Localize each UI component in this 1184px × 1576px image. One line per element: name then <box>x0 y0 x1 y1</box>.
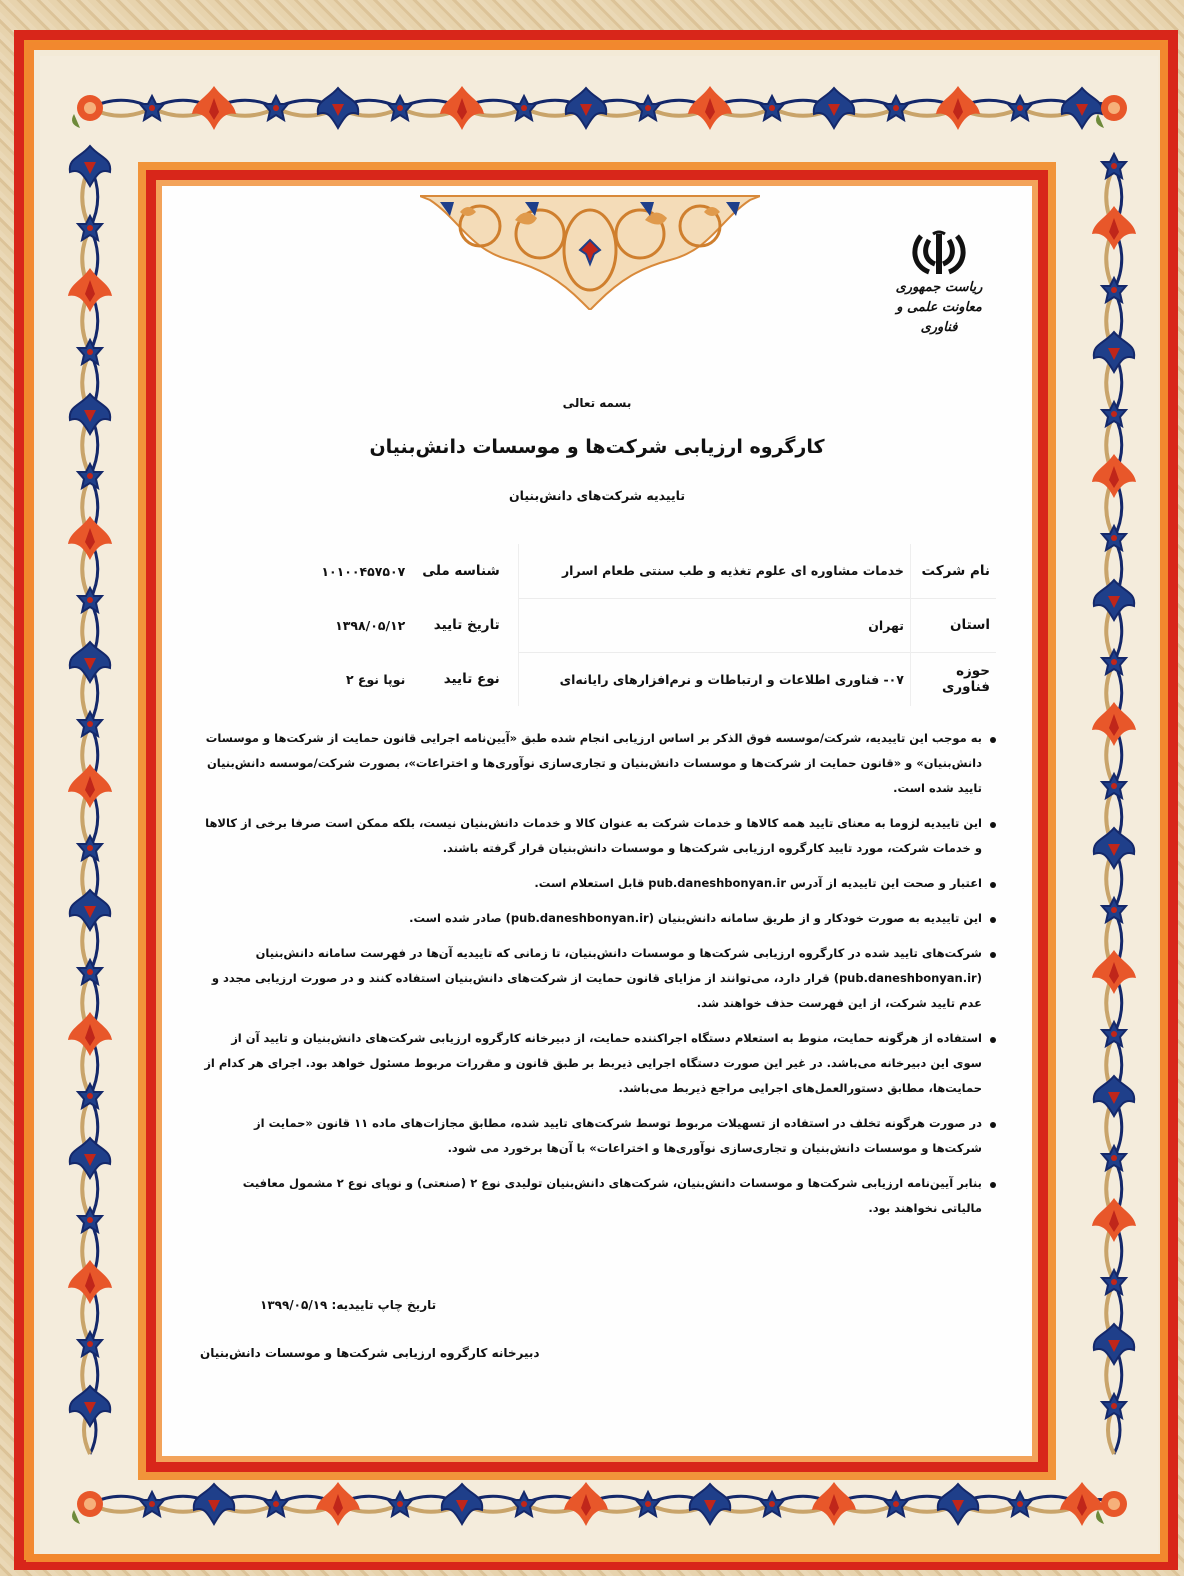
terms-text: استفاده از هرگونه حمایت، منوط به استعلام دستگاه اجراکننده حمایت، از دبیرخانه کارگروه ارزیابی شرکت‌های دانش‌بنیان و تایید آن از سوی این دبیرخانه می‌باشد. در غیر این صورت دستگاه اجرایی ذیربط بر طبق قانون و مقررات مربوط مسئول خواهد بود. اجرای هر کدام از حمایت‌ها، مطابق دستورالعمل‌های اجرایی مراجع ذیربط می‌باشد. <box>204 1031 982 1095</box>
info-row-tech-field <box>281 652 997 706</box>
lotus-ornament-icon <box>78 588 102 612</box>
info-row-company-name <box>281 544 997 598</box>
terms-text: شرکت‌های تایید شده در کارگروه ارزیابی شرکت‌ها و موسسات دانش‌بنیان، تا زمانی که تاییدیه آن‌ها در فهرست سامانه دانش‌بنیان (pub.daneshbonyan.ir) قرار دارد، می‌توانند از مزایای قانون حمایت از شرکت‌های دانش‌بنیان استفاده کنند و در صورت ارزیابی مجدد و عدم تایید شرکت، از این فهرست حذف خواهند شد. <box>211 946 982 1010</box>
lotus-ornament-icon <box>140 96 164 120</box>
lotus-ornament-icon <box>1102 154 1126 178</box>
lotus-ornament-icon <box>78 1084 102 1108</box>
lotus-ornament-icon <box>690 1484 730 1524</box>
lotus-ornament-icon <box>70 642 110 682</box>
bismillah-heading: بسمه تعالی <box>562 396 632 410</box>
lotus-ornament-icon <box>68 1012 112 1056</box>
issuer-emblem-block <box>880 230 998 338</box>
lotus-ornament-icon <box>1094 580 1134 620</box>
bullet-icon <box>990 737 996 743</box>
lotus-ornament-icon <box>68 764 112 808</box>
lotus-ornament-icon <box>636 96 660 120</box>
lotus-ornament-icon <box>70 146 110 186</box>
lotus-ornament-icon <box>318 88 358 128</box>
terms-list-item <box>204 726 996 801</box>
terms-text: در صورت هرگونه تخلف در استفاده از تسهیلات مربوط توسط شرکت‌های تایید شده، مطابق مجازات‌های ماده ۱۱ قانون «حمایت از شرکت‌ها و موسسات دانش‌بنیان و تجاری‌سازی نوآوری‌ها و اختراعات» با آن‌ها برخورد می شود. <box>254 1116 982 1155</box>
lotus-ornament-icon <box>70 1386 110 1426</box>
lotus-ornament-icon <box>194 1484 234 1524</box>
terms-list-item <box>204 1026 996 1101</box>
lotus-ornament-icon <box>192 86 236 130</box>
lotus-ornament-icon <box>1094 1324 1134 1364</box>
lotus-ornament-icon <box>70 394 110 434</box>
lotus-ornament-icon <box>1092 206 1136 250</box>
lotus-ornament-icon <box>440 86 484 130</box>
lotus-ornament-icon <box>388 1492 412 1516</box>
lotus-ornament-icon <box>70 1138 110 1178</box>
lotus-ornament-icon <box>566 88 606 128</box>
bullet-icon <box>990 822 996 828</box>
lotus-ornament-icon <box>760 96 784 120</box>
issuing-office: دبیرخانه کارگروه ارزیابی شرکت‌ها و موسسات دانش‌بنیان <box>200 1346 540 1360</box>
lotus-ornament-icon <box>814 88 854 128</box>
page-title: کارگروه ارزیابی شرکت‌ها و موسسات دانش‌بنیان <box>369 436 825 458</box>
lotus-ornament-icon <box>688 86 732 130</box>
lotus-ornament-icon <box>140 1492 164 1516</box>
value-approval-date: ۱۳۹۸/۰۵/۱۲ <box>335 617 406 633</box>
label-province: استان <box>910 598 996 652</box>
lotus-ornament-icon <box>70 890 110 930</box>
lotus-ornament-icon <box>68 268 112 312</box>
terms-text: این تاییدیه لزوما به معنای تایید همه کالاها و خدمات شرکت به عنوان کالا و خدمات دانش‌بنیان نیست، بلکه ممکن است صرفا برخی از کالاها و خدمات شرکت، مورد تایید کارگروه ارزیابی شرکت‌ها و موسسات دانش‌بنیان قرار گرفته باشند. <box>205 816 982 855</box>
terms-list-item <box>204 1111 996 1161</box>
lotus-ornament-icon <box>1102 1270 1126 1294</box>
lotus-ornament-icon <box>1092 950 1136 994</box>
label-approval-type: نوع تایید <box>443 671 500 687</box>
lotus-ornament-icon <box>812 1482 856 1526</box>
info-row-province <box>281 598 997 652</box>
top-arabesque-ornament-icon <box>420 190 760 310</box>
lotus-ornament-icon <box>1102 1022 1126 1046</box>
rose-ornament-icon <box>72 1491 103 1524</box>
label-company-name: نام شرکت <box>921 562 990 579</box>
lotus-ornament-icon <box>636 1492 660 1516</box>
label-national-id: شناسه ملی <box>422 563 500 579</box>
lotus-ornament-icon <box>884 96 908 120</box>
label-tech-field: حوزه فناوری <box>910 652 996 706</box>
terms-text: این تاییدیه به صورت خودکار و از طریق سامانه دانش‌بنیان (pub.daneshbonyan.ir) صادر شده است. <box>409 911 982 925</box>
lotus-ornament-icon <box>68 516 112 560</box>
lotus-ornament-icon <box>1092 454 1136 498</box>
lotus-ornament-icon <box>78 1332 102 1356</box>
terms-list-item <box>204 811 996 861</box>
lotus-ornament-icon <box>78 836 102 860</box>
bullet-icon <box>990 1122 996 1128</box>
issuer-name-line2: معاونت علمی و فناوری <box>896 300 982 335</box>
terms-text: به موجب این تاییدیه، شرکت/موسسه فوق الذکر بر اساس ارزیابی انجام شده طبق «آیین‌نامه اجرایی قانون حمایت از شرکت‌ها و موسسات دانش‌بنیان» و «قانون حمایت از شرکت‌ها و موسسات دانش‌بنیان و تجاری‌سازی نوآوری‌ها و اختراعات»، بصورت شرکت/موسسه دانش‌بنیان تایید شده است. <box>205 731 982 795</box>
lotus-ornament-icon <box>316 1482 360 1526</box>
lotus-ornament-icon <box>1102 774 1126 798</box>
lotus-ornament-icon <box>1102 278 1126 302</box>
label-approval-date: تاریخ تایید <box>433 617 500 633</box>
company-info-table <box>280 544 996 706</box>
lotus-ornament-icon <box>68 1260 112 1304</box>
lotus-ornament-icon <box>1102 526 1126 550</box>
lotus-ornament-icon <box>1102 1146 1126 1170</box>
print-date: تاریخ چاپ تاییدیه: ۱۳۹۹/۰۵/۱۹ <box>260 1298 437 1312</box>
certificate-page <box>162 186 1032 1456</box>
terms-list-item <box>204 871 996 896</box>
issuer-name-line1: ریاست جمهوری <box>895 280 983 295</box>
lotus-ornament-icon <box>1102 1394 1126 1418</box>
lotus-ornament-icon <box>512 1492 536 1516</box>
iran-emblem-icon <box>907 230 971 278</box>
terms-list-item <box>204 1171 996 1221</box>
lotus-ornament-icon <box>936 86 980 130</box>
value-province: تهران <box>518 598 910 652</box>
bullet-icon <box>990 1037 996 1043</box>
value-approval-type: نوپا نوع ۲ <box>345 671 406 687</box>
lotus-ornament-icon <box>1008 1492 1032 1516</box>
terms-list-item <box>204 941 996 1016</box>
lotus-ornament-icon <box>1102 898 1126 922</box>
lotus-ornament-icon <box>1092 1198 1136 1242</box>
lotus-ornament-icon <box>1102 402 1126 426</box>
lotus-ornament-icon <box>1094 332 1134 372</box>
lotus-ornament-icon <box>564 1482 608 1526</box>
lotus-ornament-icon <box>78 712 102 736</box>
bullet-icon <box>990 882 996 888</box>
lotus-ornament-icon <box>1102 650 1126 674</box>
lotus-ornament-icon <box>884 1492 908 1516</box>
rose-ornament-icon <box>72 95 103 128</box>
page-subtitle: تاییدیه شرکت‌های دانش‌بنیان <box>508 488 686 503</box>
lotus-ornament-icon <box>1062 88 1102 128</box>
lotus-ornament-icon <box>78 340 102 364</box>
terms-text: اعتبار و صحت این تاییدیه از آدرس pub.daneshbonyan.ir قابل استعلام است. <box>534 876 982 890</box>
value-company-name: خدمات مشاوره ای علوم تغذیه و طب سنتی طعام اسرار <box>518 544 910 598</box>
lotus-ornament-icon <box>388 96 412 120</box>
lotus-ornament-icon <box>78 1208 102 1232</box>
lotus-ornament-icon <box>1092 702 1136 746</box>
lotus-ornament-icon <box>264 1492 288 1516</box>
lotus-ornament-icon <box>512 96 536 120</box>
value-tech-field: ۰۷- فناوری اطلاعات و ارتباطات و نرم‌افزارهای رایانه‌ای <box>518 652 910 706</box>
lotus-ornament-icon <box>78 960 102 984</box>
bullet-icon <box>990 917 996 923</box>
lotus-ornament-icon <box>1094 828 1134 868</box>
lotus-ornament-icon <box>1094 1076 1134 1116</box>
lotus-ornament-icon <box>264 96 288 120</box>
terms-list <box>204 726 996 1231</box>
lotus-ornament-icon <box>442 1484 482 1524</box>
terms-list-item <box>204 906 996 931</box>
lotus-ornament-icon <box>1008 96 1032 120</box>
lotus-ornament-icon <box>78 464 102 488</box>
terms-text: بنابر آیین‌نامه ارزیابی شرکت‌ها و موسسات دانش‌بنیان، شرکت‌های دانش‌بنیان تولیدی نوع ۲ (صنعتی) و نوپای نوع ۲ مشمول معافیت مالیاتی نخواهند بود. <box>242 1176 982 1215</box>
bullet-icon <box>990 952 996 958</box>
value-national-id: ۱۰۱۰۰۴۵۷۵۰۷ <box>321 563 406 579</box>
lotus-ornament-icon <box>760 1492 784 1516</box>
bullet-icon <box>990 1182 996 1188</box>
lotus-ornament-icon <box>938 1484 978 1524</box>
lotus-ornament-icon <box>78 216 102 240</box>
